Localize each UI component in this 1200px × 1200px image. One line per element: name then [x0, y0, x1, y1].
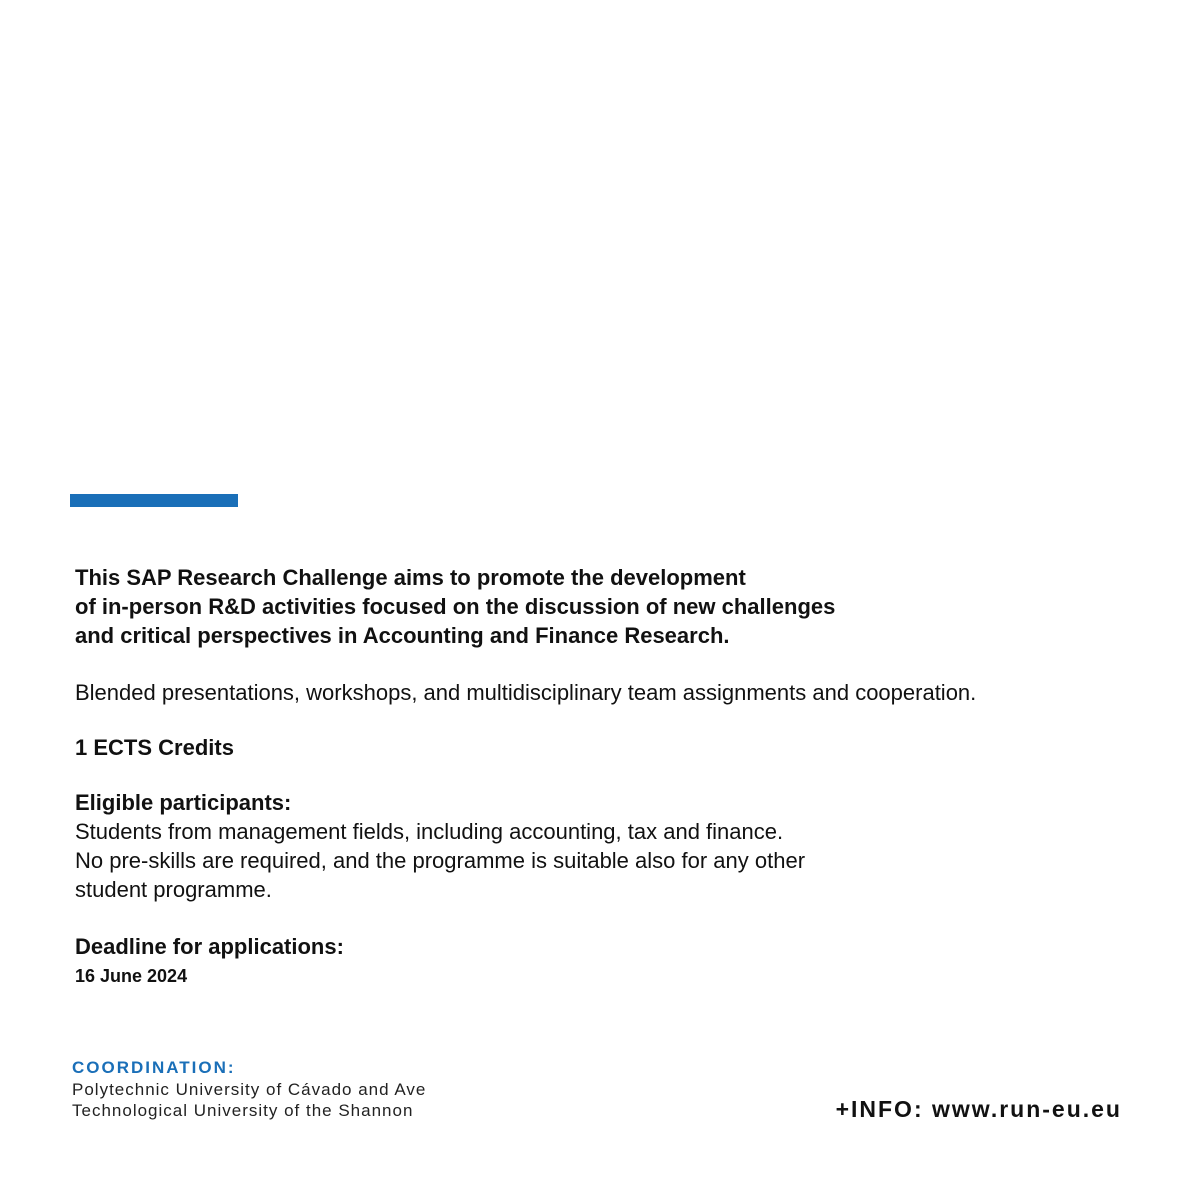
- intro-paragraph: [75, 563, 1155, 650]
- accent-bar: [70, 494, 238, 507]
- coordination-institution: Technological University of the Shannon: [72, 1101, 414, 1120]
- deadline-date: 16 June 2024: [75, 966, 188, 986]
- coordination-label: COORDINATION:: [72, 1058, 236, 1077]
- coordination-block: [72, 1057, 426, 1121]
- eligible-line: Students from management fields, including accounting, tax and finance.: [75, 819, 784, 844]
- formats-text: Blended presentations, workshops, and multidisciplinary team assignments and cooperation.: [75, 680, 977, 705]
- intro-line: This SAP Research Challenge aims to promote the development: [75, 565, 746, 590]
- deadline-heading: Deadline for applications:: [75, 934, 344, 959]
- info-link[interactable]: +INFO: www.run-eu.eu: [835, 1096, 1122, 1122]
- intro-line: of in-person R&D activities focused on the discussion of new challenges: [75, 594, 836, 619]
- eligible-heading: Eligible participants:: [75, 790, 292, 815]
- main-content: [75, 563, 1155, 991]
- eligible-line: student programme.: [75, 877, 272, 902]
- eligible-line: No pre-skills are required, and the programme is suitable also for any other: [75, 848, 806, 873]
- coordination-institution: Polytechnic University of Cávado and Ave: [72, 1080, 427, 1099]
- intro-line: and critical perspectives in Accounting and Finance Research.: [75, 623, 730, 648]
- eligible-description: [75, 817, 1155, 904]
- credits-text: 1 ECTS Credits: [75, 735, 234, 760]
